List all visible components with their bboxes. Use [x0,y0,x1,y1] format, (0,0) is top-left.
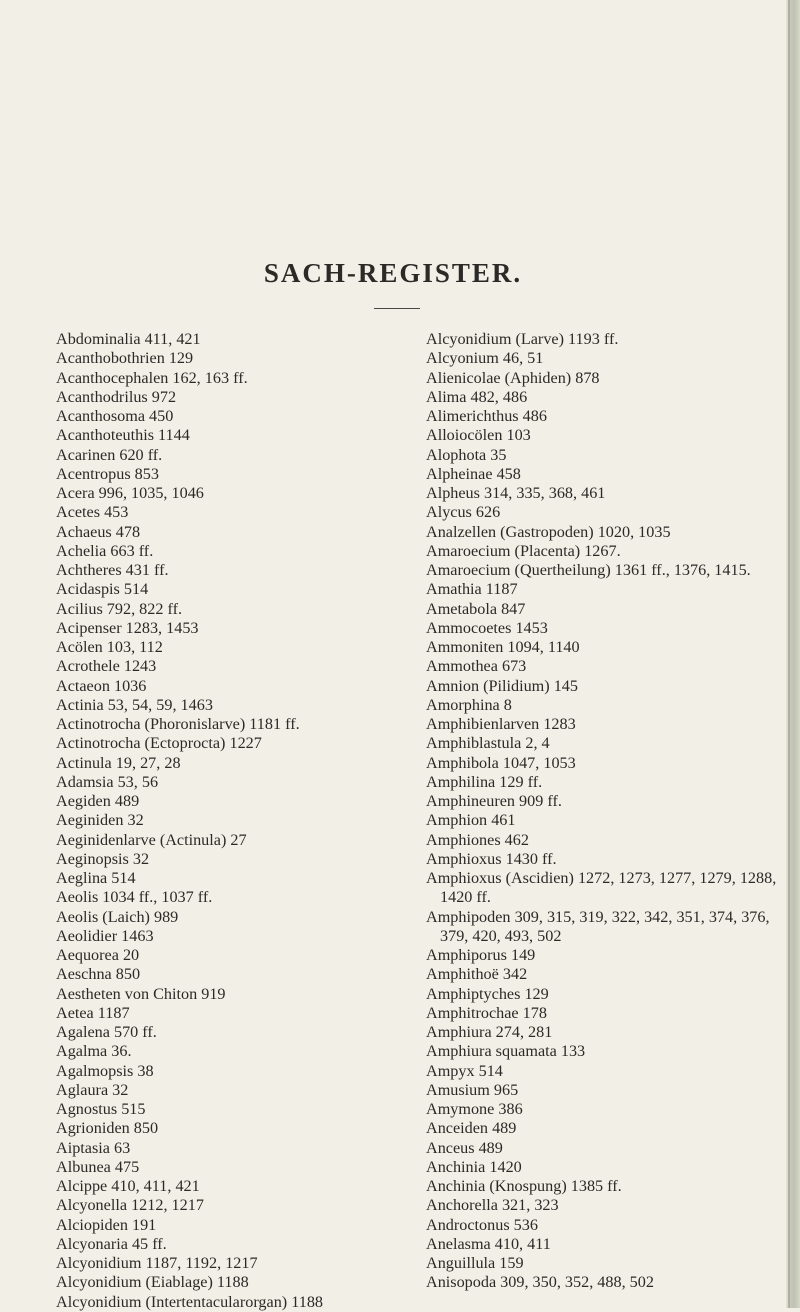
index-entry [426,946,786,965]
index-entry [56,831,416,850]
index-entry-text: Acanthocephalen 162, 163 ff. [56,368,248,387]
index-entry [56,1119,416,1138]
index-entry [56,946,416,965]
index-entry-text: Acentropus 853 [56,464,159,483]
index-entry [56,734,416,753]
index-entry [426,561,786,580]
index-entry [426,985,786,1004]
index-entry [56,965,416,984]
index-entry-text: Amphithoë 342 [426,965,528,984]
index-entry [426,734,786,753]
index-entry-text: Amphiones 462 [426,830,529,849]
index-entry [426,542,786,561]
index-entry-text: Amaroecium (Quertheilung) 1361 ff., 1376, 1415. [426,561,751,579]
index-entry-text: Aiptasia 63 [56,1138,131,1157]
index-entry-text: Ammocoetes 1453 [426,618,548,637]
index-entry-text: Acera 996, 1035, 1046 [56,484,204,502]
index-entry [56,503,416,522]
index-entry-text: Actaeon 1036 [56,676,147,695]
index-entry [56,619,416,638]
index-entry-text: Acanthodrilus 972 [56,387,177,406]
index-entry-text: Amphiura squamata 133 [426,1042,586,1061]
index-entry-text: Albunea 475 [56,1157,140,1176]
index-entry [56,715,416,734]
index-entry [426,523,786,542]
index-entry [426,754,786,773]
index-entry-text: Alcyonium 46, 51 [426,349,544,368]
index-entry-text: Amusium 965 [426,1080,519,1099]
index-entry [56,1004,416,1023]
index-entry-text: Alcyonaria 45 ff. [56,1234,167,1253]
page-edge-shadow [788,0,790,1308]
index-entry-text: Anchinia (Knospung) 1385 ff. [426,1177,622,1195]
index-entry-text: Anceus 489 [426,1138,503,1157]
index-entry [56,600,416,619]
index-entry-text: Anceiden 489 [426,1119,517,1138]
index-entry [426,619,786,638]
index-entry-text: Amorphina 8 [426,695,512,714]
index-entry-text: Amymone 386 [426,1100,523,1118]
index-entry [426,1081,786,1100]
index-entry-text: Aeginidenlarve (Actinula) 27 [56,830,247,849]
index-entry-text: Alienicolae (Aphiden) 878 [426,368,600,387]
index-entry-text: Alpheinae 458 [426,464,521,483]
index-entry-text: Amphilina 129 ff. [426,772,543,791]
index-entry [426,677,786,696]
index-entry-text: Achtheres 431 ff. [56,561,169,579]
index-entry [426,580,786,599]
index-entry [426,657,786,676]
index-entry-text: Aestheten von Chiton 919 [56,984,226,1003]
index-entry-text: Alcyonidium (Eiablage) 1188 [56,1273,249,1292]
index-entry [56,446,416,465]
index-entry-text: Androctonus 536 [426,1215,538,1234]
index-entry-text: Alcyonidium (Intertentacularorgan) 1188 [56,1292,324,1311]
index-entry [56,561,416,580]
index-entry-text: Acarinen 620 ff. [56,445,163,464]
index-entry [426,369,786,388]
index-entry-text: Amphioxus 1430 ff. [426,849,557,868]
index-entry-text: Actinotrocha (Phoronislarve) 1181 ff. [56,715,300,733]
index-entry-text: Amphibola 1047, 1053 [426,753,576,772]
index-entry [56,811,416,830]
index-entry-text: Alimerichthus 486 [426,407,547,425]
index-entry [426,330,786,349]
index-entry-text: Aeolis 1034 ff., 1037 ff. [56,888,213,907]
index-entry [56,1177,416,1196]
index-entry [56,985,416,1004]
index-entry [56,1042,416,1061]
index-entry [426,349,786,368]
index-entry-text: Amphineuren 909 ff. [426,792,562,810]
index-entry-text: Alpheus 314, 335, 368, 461 [426,484,606,502]
index-entry-text: Aeginiden 32 [56,811,144,830]
index-entry-text: Amnion (Pilidium) 145 [426,676,578,695]
index-entry-text: Amphitrochae 178 [426,1003,547,1022]
index-entry [426,465,786,484]
title-divider [374,308,420,309]
index-entry [426,484,786,503]
index-entry [426,1216,786,1235]
index-entry-text: Acrothele 1243 [56,657,157,676]
index-entry [426,388,786,407]
index-entry-text: Anguillula 159 [426,1254,524,1272]
index-entry [426,1177,786,1196]
index-entry-text: Amphiura 274, 281 [426,1023,553,1041]
index-entry-text: Alcyonella 1212, 1217 [56,1196,204,1215]
index-entry [426,850,786,869]
index-entry [426,1042,786,1061]
index-entry [56,1196,416,1215]
index-entry-text: Alycus 626 [426,503,501,522]
index-entry-text: Aeglina 514 [56,869,136,887]
index-entry [426,407,786,426]
index-entry-text: Anchinia 1420 [426,1157,522,1176]
index-entry [56,1273,416,1292]
index-entry-text: Actinia 53, 54, 59, 1463 [56,695,213,714]
index-entry [426,426,786,445]
index-entry [56,349,416,368]
index-entry [56,330,416,349]
index-entry [56,1158,416,1177]
index-entry-text: Anelasma 410, 411 [426,1234,551,1253]
index-entry-text: Acilius 792, 822 ff. [56,599,183,618]
index-entry [426,638,786,657]
index-entry-text: Alcyonidium 1187, 1192, 1217 [56,1254,258,1272]
index-entry-text: Aglaura 32 [56,1080,129,1099]
index-entry-text: Actinotrocha (Ectoprocta) 1227 [56,734,262,753]
index-entry [56,1216,416,1235]
index-entry-text: Aeginopsis 32 [56,849,150,868]
index-entry-text: Achaeus 478 [56,522,141,541]
index-entry-text: Analzellen (Gastropoden) 1020, 1035 [426,522,671,541]
index-entry [426,773,786,792]
index-entry-text: Amphion 461 [426,811,516,830]
index-entry-text: Alcyonidium (Larve) 1193 ff. [426,330,619,348]
index-entry [426,1139,786,1158]
index-entry-text: Aeolis (Laich) 989 [56,907,179,926]
index-entry [426,600,786,619]
index-entry [426,1004,786,1023]
index-entry [426,811,786,830]
index-entry-text: Alophota 35 [426,445,507,464]
index-entry [56,657,416,676]
index-entry [426,908,786,947]
index-entry-text: Amphioxus (Ascidien) 1272, 1273, 1277, 1279, 1288, 1420 ff. [426,869,777,907]
index-entry [56,773,416,792]
index-entry [56,484,416,503]
index-entry [56,580,416,599]
index-entry-text: Agalmopsis 38 [56,1061,154,1080]
index-entry-text: Acölen 103, 112 [56,638,163,656]
index-entry [426,1119,786,1138]
index-entry-text: Amathia 1187 [426,580,518,599]
index-entry [56,1139,416,1158]
index-entry-text: Aetea 1187 [56,1003,130,1022]
index-entry-text: Acanthobothrien 129 [56,349,194,368]
index-entry-text: Alima 482, 486 [426,387,528,406]
index-entry [426,1158,786,1177]
index-entry [56,754,416,773]
index-entry-text: Acanthoteuthis 1144 [56,426,190,445]
index-entry [56,696,416,715]
index-entry-text: Ampyx 514 [426,1061,503,1080]
index-entry-text: Amaroecium (Placenta) 1267. [426,541,621,560]
index-entry-text: Agalma 36. [56,1042,132,1061]
index-entry [426,1196,786,1215]
index-entry-text: Ammothea 673 [426,657,527,676]
index-entry [426,869,786,908]
index-entry [426,792,786,811]
index-entry-text: Aeschna 850 [56,965,141,984]
index-entry [56,369,416,388]
index-entry-text: Acanthosoma 450 [56,407,174,425]
index-entry [56,908,416,927]
index-entry-text: Agalena 570 ff. [56,1023,157,1041]
index-entry [426,1023,786,1042]
index-entry [426,503,786,522]
index-entry [56,407,416,426]
index-entry [56,888,416,907]
index-entry [56,426,416,445]
index-entry [56,1023,416,1042]
index-entry [56,927,416,946]
index-entry-text: Achelia 663 ff. [56,541,154,560]
index-entry [56,1235,416,1254]
index-entry-text: Actinula 19, 27, 28 [56,753,181,772]
index-entry-text: Aegiden 489 [56,792,140,810]
index-entry-text: Acipenser 1283, 1453 [56,618,199,637]
index-entry [426,1100,786,1119]
index-entry [56,869,416,888]
index-entry-text: Agnostus 515 [56,1100,146,1118]
index-entry [426,1235,786,1254]
index-entry-text: Amphibienlarven 1283 [426,715,576,733]
index-column-right [426,330,786,1293]
index-entry-text: Amphiblastula 2, 4 [426,734,550,753]
index-entry [56,388,416,407]
index-entry-text: Aeolidier 1463 [56,926,154,945]
index-entry [56,1081,416,1100]
index-entry-text: Alloiocölen 103 [426,426,531,445]
index-entry [426,831,786,850]
index-entry [426,715,786,734]
index-entry [56,792,416,811]
index-entry-text: Acetes 453 [56,503,129,522]
index-entry [426,1062,786,1081]
index-entry-text: Anchorella 321, 323 [426,1196,559,1215]
index-entry-text: Amphiptyches 129 [426,984,549,1003]
index-entry-text: Alcippe 410, 411, 421 [56,1177,200,1195]
page-title: SACH-REGISTER. [263,258,523,288]
index-entry [56,1100,416,1119]
index-entry [56,677,416,696]
index-entry-text: Ammoniten 1094, 1140 [426,638,580,656]
index-entry [426,1254,786,1273]
index-entry [56,1293,416,1312]
index-entry [56,850,416,869]
index-entry [56,1062,416,1081]
index-entry-text: Amphipoden 309, 315, 319, 322, 342, 351, 374, 376, 379, 420, 493, 502 [426,907,770,945]
index-entry-text: Adamsia 53, 56 [56,772,159,791]
index-entry [426,446,786,465]
index-entry [426,696,786,715]
index-entry [426,1273,786,1292]
index-entry [56,465,416,484]
index-entry-text: Ametabola 847 [426,599,526,618]
index-entry [56,523,416,542]
index-entry-text: Anisopoda 309, 350, 352, 488, 502 [426,1273,654,1292]
index-entry-text: Amphiporus 149 [426,946,536,964]
index-entry [56,638,416,657]
index-column-left [56,330,416,1312]
index-entry-text: Acidaspis 514 [56,580,149,599]
index-entry-text: Alciopiden 191 [56,1215,157,1234]
index-entry [56,1254,416,1273]
index-entry [56,542,416,561]
index-entry-text: Agrioniden 850 [56,1119,159,1138]
index-entry-text: Abdominalia 411, 421 [56,330,201,348]
index-entry-text: Aequorea 20 [56,946,140,964]
index-entry [426,965,786,984]
